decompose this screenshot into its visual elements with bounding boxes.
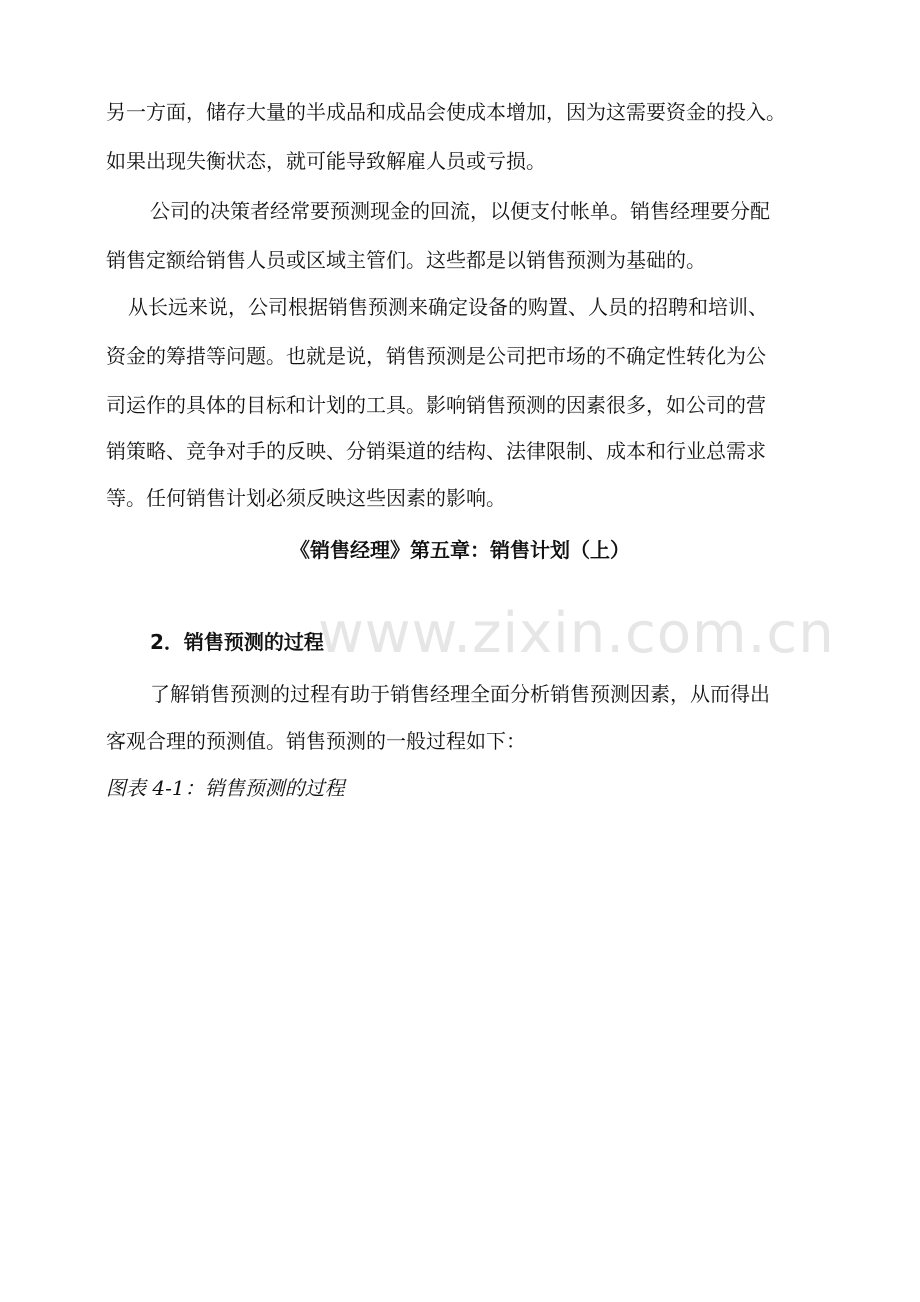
- chapter-heading: 《销售经理》第五章：销售计划（上）: [290, 538, 630, 562]
- figure-caption: 图表 4-1：销售预测的过程: [106, 776, 345, 800]
- paragraph-3-line-5: 等。任何销售计划必须反映这些因素的影响。: [106, 486, 506, 510]
- paragraph-3-line-1: 从长远来说，公司根据销售预测来确定设备的购置、人员的招聘和培训、: [128, 295, 768, 319]
- section-heading: 2．销售预测的过程: [150, 630, 324, 654]
- paragraph-2-line-2: 销售定额给销售人员或区域主管们。这些都是以销售预测为基础的。: [106, 248, 706, 272]
- paragraph-3-line-3: 司运作的具体的目标和计划的工具。影响销售预测的因素很多，如公司的营: [106, 393, 766, 417]
- paragraph-1-line-2: 如果出现失衡状态，就可能导致解雇人员或亏损。: [106, 149, 546, 173]
- paragraph-3-line-4: 销策略、竞争对手的反映、分销渠道的结构、法律限制、成本和行业总需求: [106, 439, 766, 463]
- paragraph-3-line-2: 资金的筹措等问题。也就是说，销售预测是公司把市场的不确定性转化为公: [106, 344, 766, 368]
- paragraph-2-line-1: 公司的决策者经常要预测现金的回流，以便支付帐单。销售经理要分配: [150, 199, 770, 223]
- paragraph-4-line-2: 客观合理的预测值。销售预测的一般过程如下：: [106, 729, 526, 753]
- watermark: www.zixin.com.cn: [318, 601, 835, 666]
- paragraph-4-line-1: 了解销售预测的过程有助于销售经理全面分析销售预测因素，从而得出: [150, 682, 770, 706]
- paragraph-1-line-1: 另一方面，储存大量的半成品和成品会使成本增加，因为这需要资金的投入。: [106, 100, 786, 124]
